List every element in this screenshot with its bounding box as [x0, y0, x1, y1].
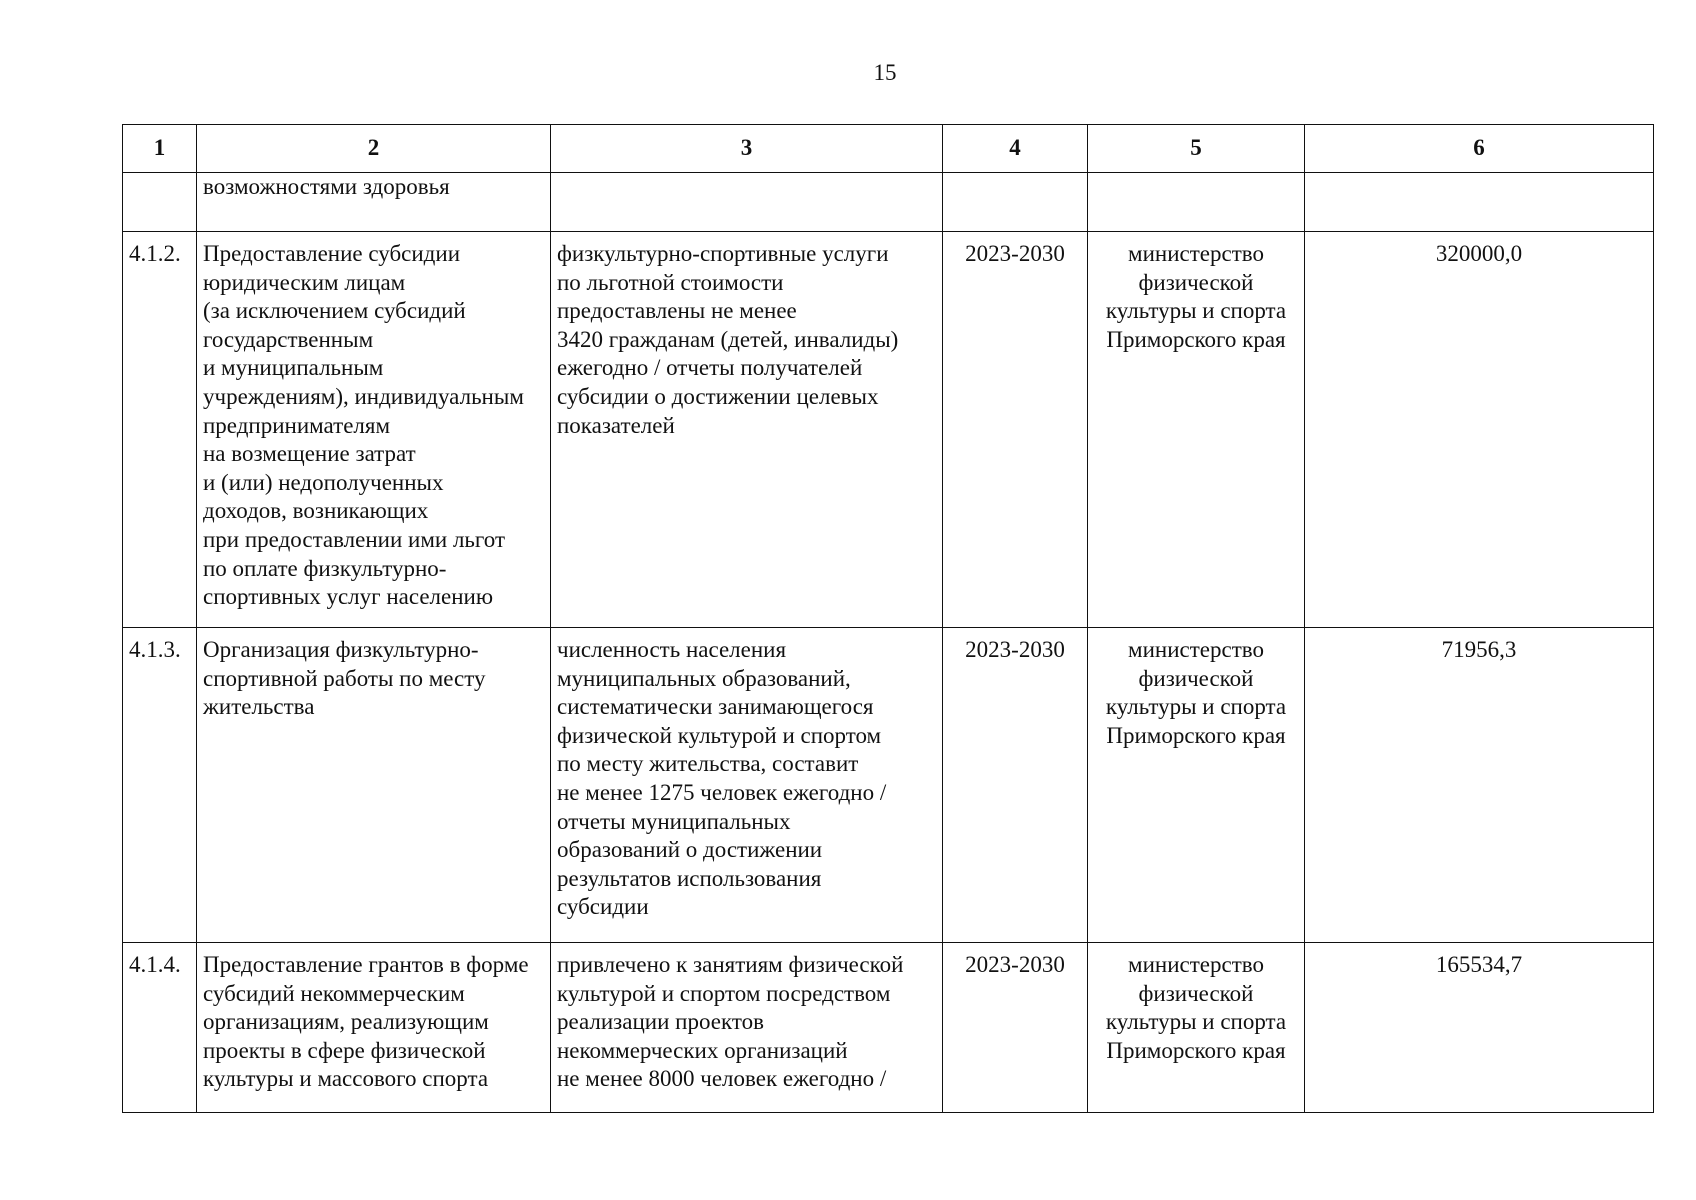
table-header-row	[123, 125, 1654, 173]
cell-period: 2023-2030	[943, 628, 1088, 943]
cell-number	[123, 173, 197, 232]
cell-number: 4.1.2.	[123, 232, 197, 628]
cell-executor: министерство физической культуры и спорта Приморского края	[1088, 943, 1305, 1113]
cell-period: 2023-2030	[943, 232, 1088, 628]
column-header-2: 2	[197, 125, 551, 173]
cell-measure: Организация физкультурно- спортивной работы по месту жительства	[197, 628, 551, 943]
cell-amount	[1305, 173, 1654, 232]
column-header-1: 1	[123, 125, 197, 173]
cell-number: 4.1.4.	[123, 943, 197, 1113]
cell-measure: Предоставление грантов в форме субсидий некоммерческим организациям, реализующим проекты в сфере физической культуры и массового спорта	[197, 943, 551, 1113]
column-header-6: 6	[1305, 125, 1654, 173]
cell-period: 2023-2030	[943, 943, 1088, 1113]
cell-number: 4.1.3.	[123, 628, 197, 943]
page-number: 15	[873, 60, 897, 85]
cell-measure: возможностями здоровья	[197, 173, 551, 232]
cell-result: привлечено к занятиям физической культурой и спортом посредством реализации проектов некоммерческих организаций не менее 8000 человек ежегодно /	[551, 943, 943, 1113]
column-header-5: 5	[1088, 125, 1305, 173]
cell-period	[943, 173, 1088, 232]
cell-amount: 71956,3	[1305, 628, 1654, 943]
cell-executor: министерство физической культуры и спорта Приморского края	[1088, 232, 1305, 628]
table-row	[123, 232, 1654, 628]
measures-table	[122, 124, 1654, 1113]
cell-measure: Предоставление субсидии юридическим лицам (за исключением субсидий государственным и муниципальным учреждениям), индивидуальным предпринимателям на возмещение затрат и (или) недополученных доходов, возникающих при предоставлении ими льгот по оплате физкультурно- спортивных услуг населению	[197, 232, 551, 628]
table-row	[123, 628, 1654, 943]
cell-result: численность населения муниципальных образований, систематически занимающегося физической культурой и спортом по месту жительства, составит не менее 1275 человек ежегодно / отчеты муниципальных образований о достижении результатов использования субсидии	[551, 628, 943, 943]
table-row-continuation	[123, 173, 1654, 232]
column-header-3: 3	[551, 125, 943, 173]
cell-amount: 320000,0	[1305, 232, 1654, 628]
cell-amount: 165534,7	[1305, 943, 1654, 1113]
cell-executor: министерство физической культуры и спорта Приморского края	[1088, 628, 1305, 943]
column-header-4: 4	[943, 125, 1088, 173]
cell-result: физкультурно-спортивные услуги по льготной стоимости предоставлены не менее 3420 гражданам (детей, инвалиды) ежегодно / отчеты получателей субсидии о достижении целевых показателей	[551, 232, 943, 628]
cell-executor	[1088, 173, 1305, 232]
cell-result	[551, 173, 943, 232]
table-row	[123, 943, 1654, 1113]
